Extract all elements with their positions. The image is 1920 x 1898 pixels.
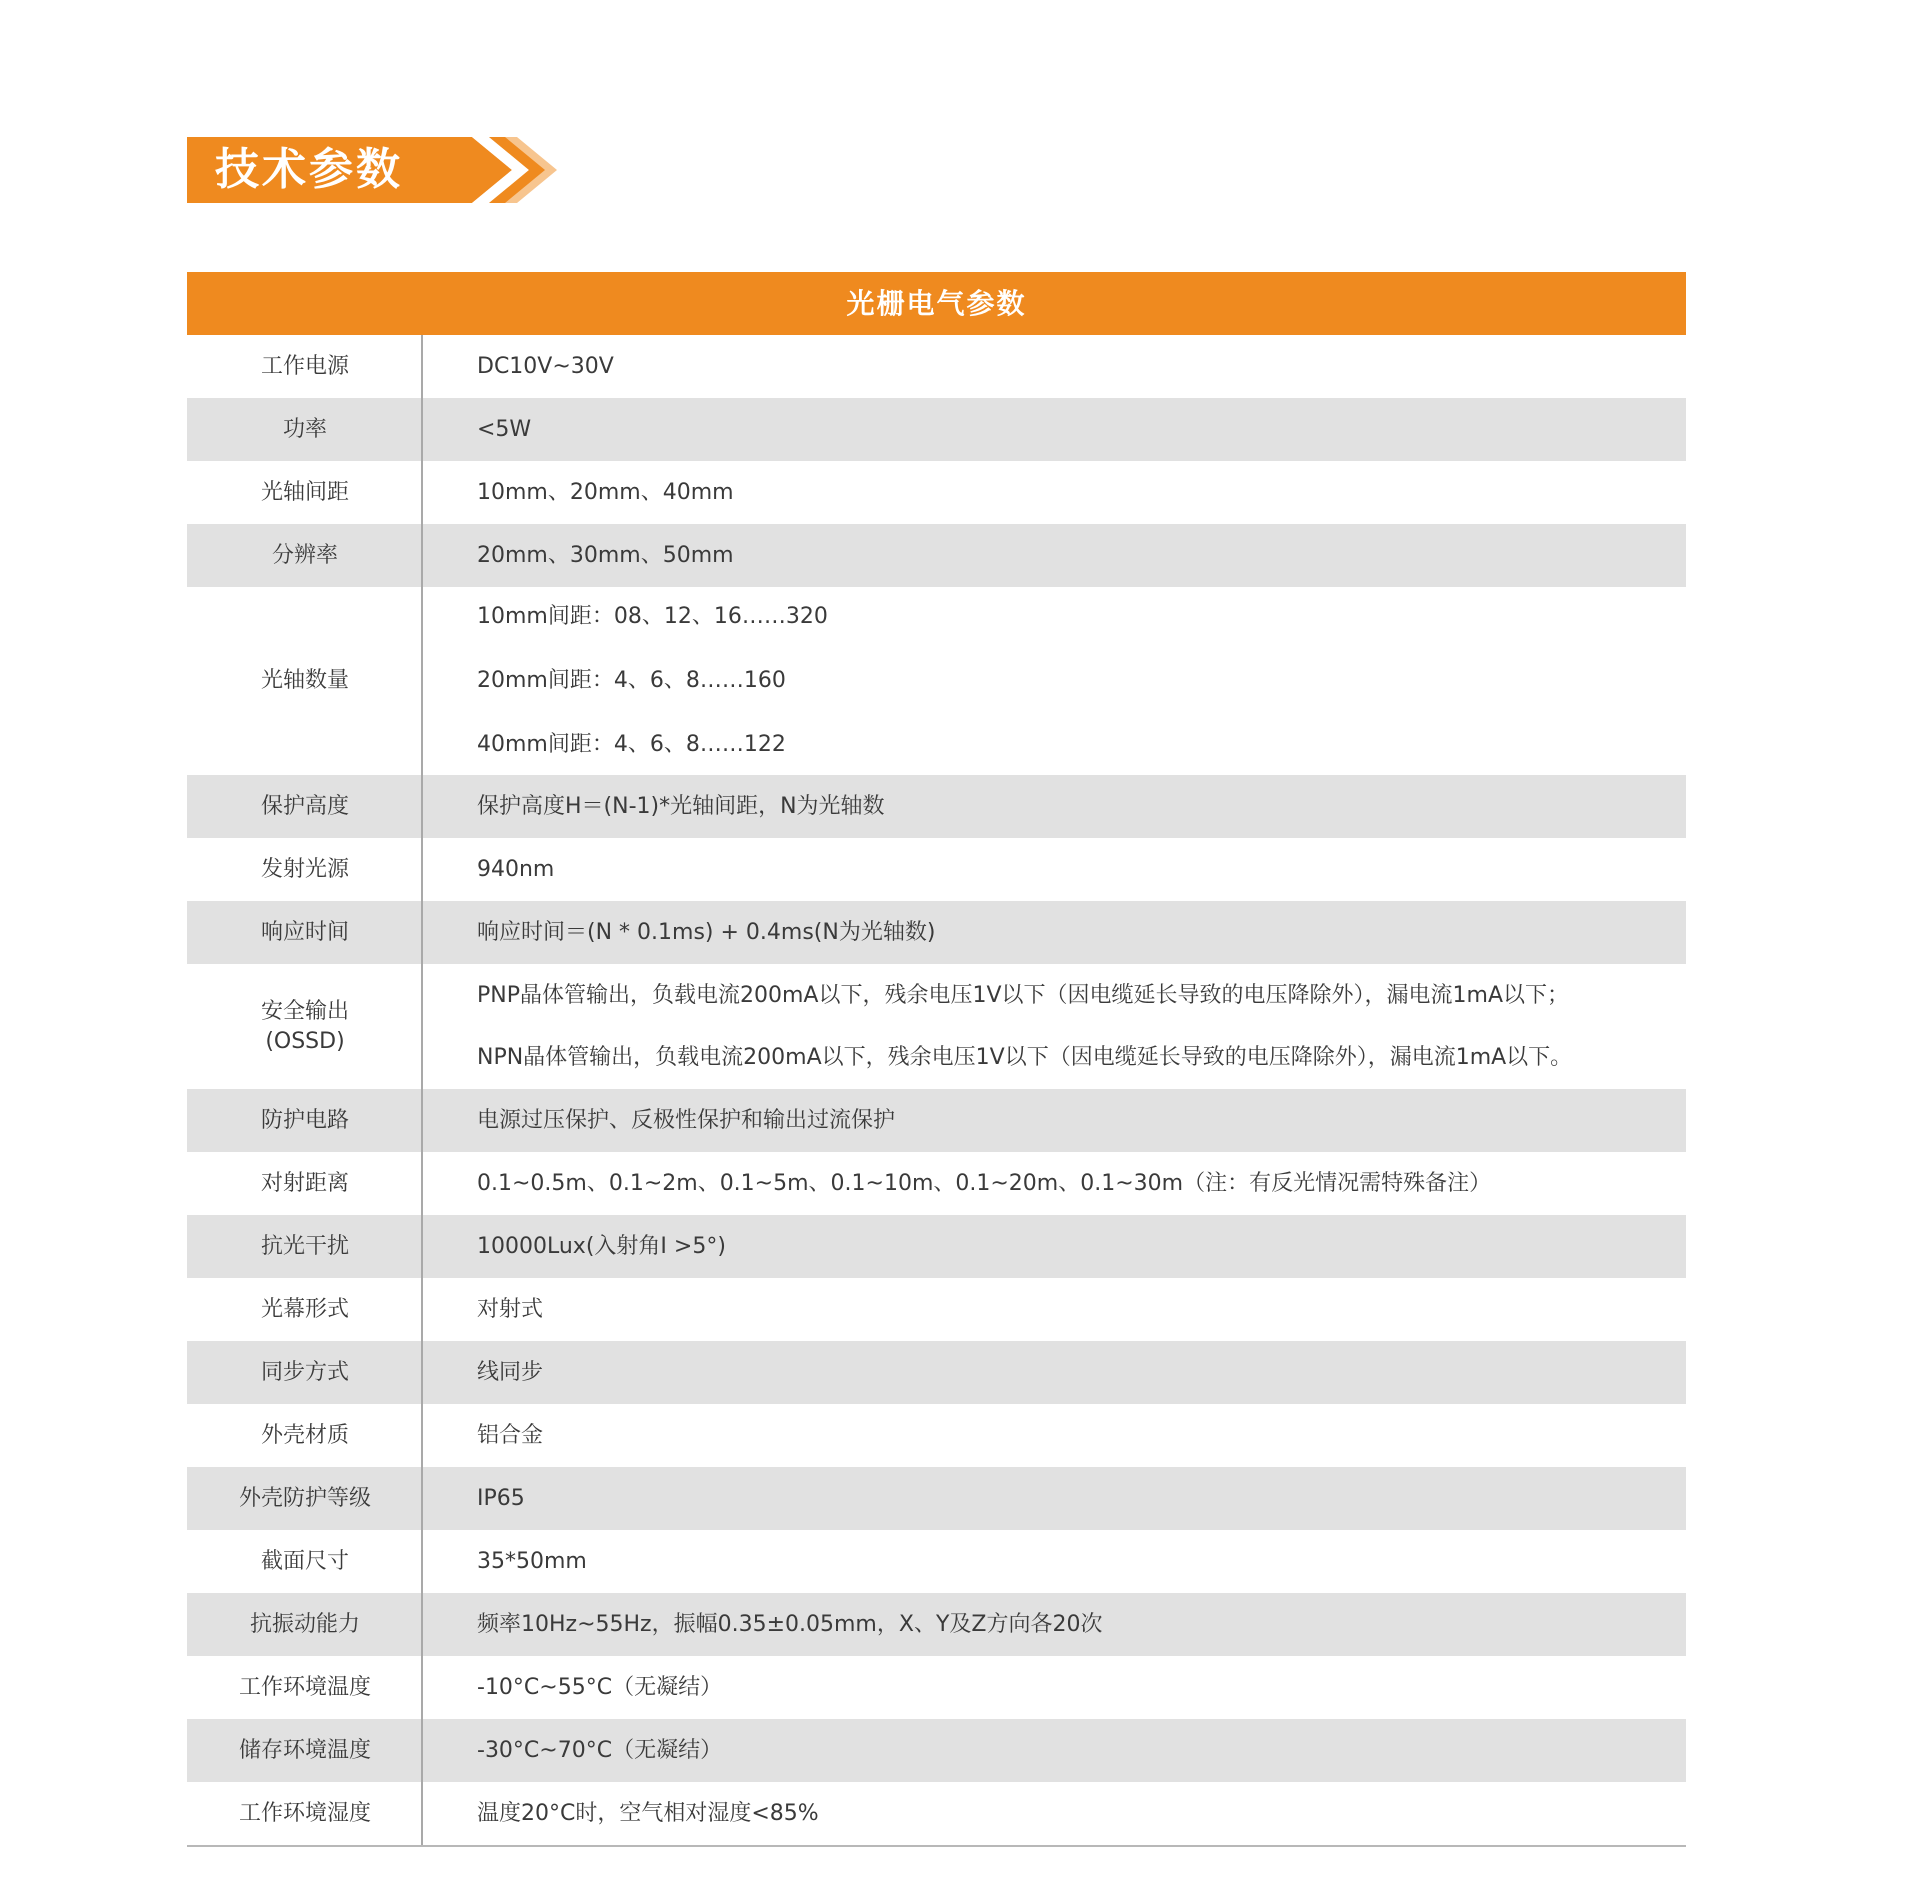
table-row: [187, 901, 1686, 964]
row-label: 外壳防护等级: [238, 1485, 371, 1511]
row-value: [423, 965, 1686, 1089]
table-row: [187, 524, 1686, 587]
row-value: <5W: [477, 417, 532, 442]
row-label: 外壳材质: [260, 1422, 349, 1448]
table-row: [187, 1404, 1686, 1467]
table-row: [187, 838, 1686, 901]
row-label: 功率: [282, 416, 327, 442]
table-body: [187, 335, 1686, 1845]
value-line: 10mm间距：08、12、16……320: [477, 604, 828, 629]
row-value: 对射式: [477, 1297, 544, 1322]
value-line: PNP晶体管输出，负载电流200mA以下，残余电压1V以下（因电缆延长导致的电压降除外），漏电流1mA以下；: [477, 982, 1569, 1008]
table-row: [187, 1278, 1686, 1341]
spec-table: [187, 272, 1686, 1847]
row-label: 工作环境湿度: [238, 1800, 371, 1826]
table-row: [187, 775, 1686, 838]
table-row: [187, 335, 1686, 398]
row-value: [423, 585, 1686, 777]
row-label: 抗振动能力: [249, 1611, 360, 1637]
table-row: [187, 1719, 1686, 1782]
row-value: 电源过压保护、反极性保护和输出过流保护: [477, 1108, 896, 1133]
row-value: 铝合金: [477, 1423, 544, 1448]
table-row: [187, 1656, 1686, 1719]
row-label: 抗光干扰: [260, 1233, 349, 1259]
row-value: 保护高度H＝(N-1)*光轴间距，N为光轴数: [477, 794, 885, 819]
row-label: [187, 997, 423, 1057]
table-row: [187, 1467, 1686, 1530]
row-value: 温度20°C时，空气相对湿度<85%: [477, 1801, 819, 1826]
row-label: 光轴数量: [260, 668, 349, 693]
row-value: 20mm、30mm、50mm: [477, 543, 734, 568]
row-label: 工作电源: [260, 353, 349, 379]
row-value: 10mm、20mm、40mm: [477, 480, 734, 505]
row-label: 对射距离: [260, 1170, 349, 1196]
row-label: 储存环境温度: [238, 1737, 371, 1763]
row-value: 940nm: [477, 857, 555, 882]
value-line: 20mm间距：4、6、8……160: [477, 668, 786, 693]
row-label: 响应时间: [260, 919, 349, 945]
row-label: 截面尺寸: [260, 1548, 349, 1574]
value-line: NPN晶体管输出，负载电流200mA以下，残余电压1V以下（因电缆延长导致的电压降除外），漏电流1mA以下。: [477, 1044, 1573, 1070]
table-row: [187, 1782, 1686, 1845]
table-row: [187, 1089, 1686, 1152]
table-row: [187, 1530, 1686, 1593]
table-row: [187, 1593, 1686, 1656]
row-value: 线同步: [477, 1360, 544, 1385]
row-label: 光轴间距: [260, 479, 349, 505]
section-title: 技术参数: [215, 144, 403, 195]
table-row: [187, 398, 1686, 461]
row-label: 光幕形式: [260, 1296, 349, 1322]
table-row: [187, 1341, 1686, 1404]
row-label: 防护电路: [260, 1107, 349, 1133]
row-value: 频率10Hz~55Hz，振幅0.35±0.05mm，X、Y及Z方向各20次: [477, 1612, 1103, 1637]
row-label-line: 安全输出: [260, 998, 349, 1024]
row-value: -30°C~70°C（无凝结）: [477, 1738, 723, 1763]
value-line: 40mm间距：4、6、8……122: [477, 732, 786, 757]
section-banner: [187, 137, 557, 203]
row-label: 工作环境温度: [238, 1674, 371, 1700]
table-row: [187, 964, 1686, 1089]
row-value: DC10V~30V: [477, 354, 614, 379]
table-row: [187, 1152, 1686, 1215]
row-value: IP65: [477, 1486, 525, 1511]
row-label: 同步方式: [260, 1359, 349, 1385]
row-label: 分辨率: [271, 542, 338, 568]
row-value: -10°C~55°C（无凝结）: [477, 1675, 723, 1700]
table-row: [187, 1215, 1686, 1278]
row-value: 0.1~0.5m、0.1~2m、0.1~5m、0.1~10m、0.1~20m、0.1~30m（注：有反光情况需特殊备注）: [477, 1171, 1492, 1196]
table-row: [187, 587, 1686, 775]
row-label: 发射光源: [260, 856, 349, 882]
table-row: [187, 461, 1686, 524]
row-value: 10000Lux(入射角I >5°): [477, 1234, 726, 1259]
row-label-line: (OSSD): [265, 1028, 345, 1054]
row-value: 35*50mm: [477, 1549, 587, 1574]
row-label: 保护高度: [260, 793, 349, 819]
table-header: 光栅电气参数: [187, 272, 1686, 335]
row-value: 响应时间＝(N * 0.1ms) + 0.4ms(N为光轴数): [477, 920, 936, 945]
